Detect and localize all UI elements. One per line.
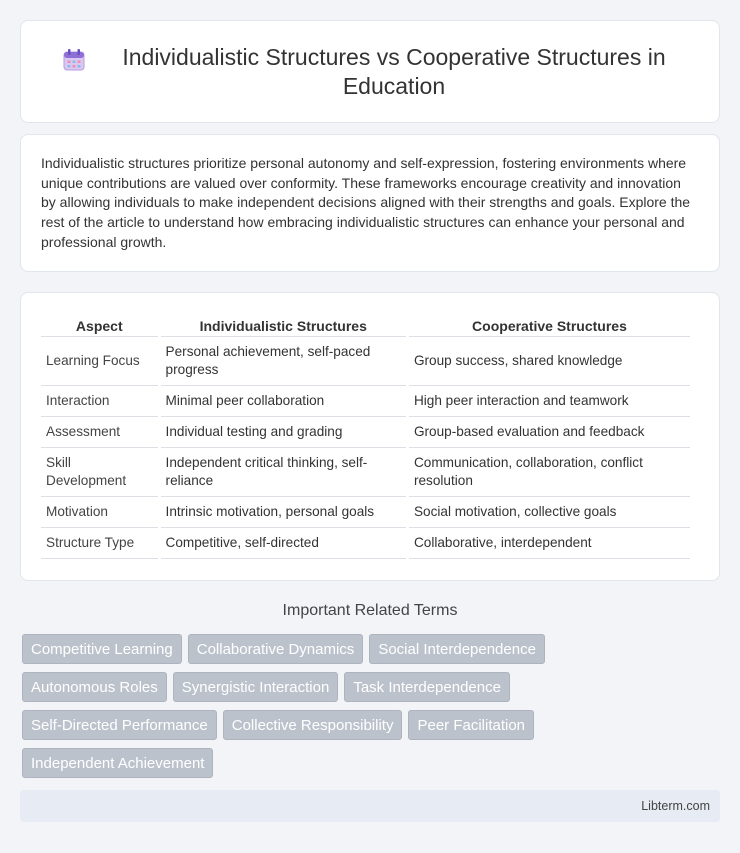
intro-text: Individualistic structures prioritize personal autonomy and self-expression, fostering environments where unique contributions are valued over conformity. These frameworks encourage creativity and innovation by allowing individuals to make independent decisions aligned with their strengths and goals. Explore the rest of the article to understand how embracing individualistic structures can enhance your personal and professional growth. <box>41 155 691 250</box>
footer-brand-link[interactable]: Libterm.com <box>641 799 710 813</box>
term-tag[interactable]: Task Interdependence <box>344 672 510 702</box>
comparison-table <box>38 315 693 559</box>
table-header-row <box>41 315 690 337</box>
row-cooperative: Social motivation, collective goals <box>409 497 690 528</box>
row-aspect: Structure Type <box>41 528 158 559</box>
term-tag[interactable]: Peer Facilitation <box>408 710 534 740</box>
term-tag[interactable]: Autonomous Roles <box>22 672 167 702</box>
row-individualistic: Independent critical thinking, self-reliance <box>161 448 406 497</box>
row-cooperative: Collaborative, interdependent <box>409 528 690 559</box>
table-row <box>41 528 690 559</box>
row-individualistic: Competitive, self-directed <box>161 528 406 559</box>
term-tag[interactable]: Self-Directed Performance <box>22 710 217 740</box>
row-individualistic: Minimal peer collaboration <box>161 386 406 417</box>
term-tag[interactable]: Competitive Learning <box>22 634 182 664</box>
page-title: Individualistic Structures vs Cooperative Structures in Education <box>122 43 666 99</box>
related-terms-list <box>22 634 582 778</box>
table-row <box>41 448 690 497</box>
row-individualistic: Personal achievement, self-paced progress <box>161 337 406 386</box>
footer <box>20 790 720 822</box>
row-cooperative: Communication, collaboration, conflict resolution <box>409 448 690 497</box>
row-individualistic: Intrinsic motivation, personal goals <box>161 497 406 528</box>
term-tag[interactable]: Collaborative Dynamics <box>188 634 364 664</box>
table-row <box>41 386 690 417</box>
header-cooperative: Cooperative Structures <box>409 315 690 337</box>
header-card <box>20 20 720 123</box>
comparison-card <box>20 292 720 581</box>
row-aspect: Interaction <box>41 386 158 417</box>
calendar-icon <box>61 47 87 73</box>
header-aspect: Aspect <box>41 315 158 337</box>
header-individualistic: Individualistic Structures <box>161 315 406 337</box>
row-aspect: Motivation <box>41 497 158 528</box>
table-row <box>41 497 690 528</box>
related-terms-heading: Important Related Terms <box>282 602 458 619</box>
row-aspect: Assessment <box>41 417 158 448</box>
table-row <box>41 417 690 448</box>
term-tag[interactable]: Independent Achievement <box>22 748 213 778</box>
row-cooperative: High peer interaction and teamwork <box>409 386 690 417</box>
term-tag[interactable]: Collective Responsibility <box>223 710 403 740</box>
row-cooperative: Group success, shared knowledge <box>409 337 690 386</box>
term-tag[interactable]: Social Interdependence <box>369 634 545 664</box>
row-aspect: Skill Development <box>41 448 158 497</box>
term-tag[interactable]: Synergistic Interaction <box>173 672 339 702</box>
row-aspect: Learning Focus <box>41 337 158 386</box>
row-individualistic: Individual testing and grading <box>161 417 406 448</box>
table-row <box>41 337 690 386</box>
row-cooperative: Group-based evaluation and feedback <box>409 417 690 448</box>
intro-card <box>20 134 720 272</box>
